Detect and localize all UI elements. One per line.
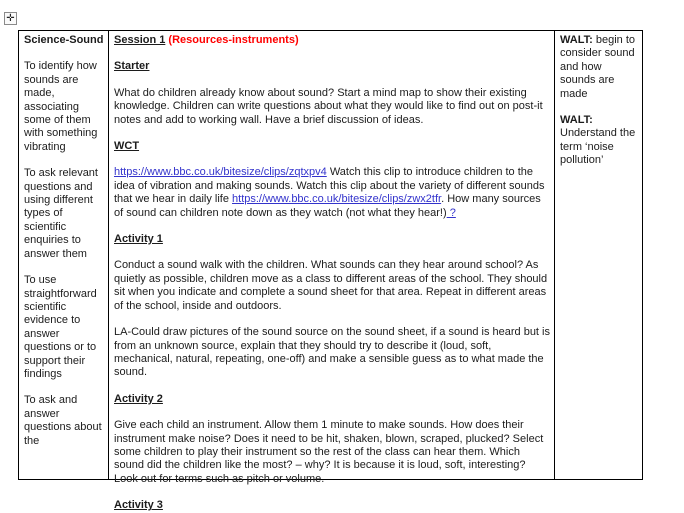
walt-label: WALT:: [560, 34, 593, 46]
walt-label: WALT:: [560, 114, 593, 127]
walt-statement: [560, 34, 638, 101]
move-icon: ✛: [6, 12, 15, 24]
starter-text: What do children already know about sound? Start a mind map to show their existing knowledge. Children can write questions about what they would like to find out on post-it notes and add to working wall. Have a brief discussion of ideas.: [114, 86, 543, 126]
objectives-column: [19, 31, 109, 479]
unit-title: Science-Sound: [24, 34, 104, 46]
walt-text: Understand the term ‘noise pollution’: [560, 127, 636, 167]
activity2-text: Give each child an instrument. Allow them 1 minute to make sounds. How does their instrument make noise? Does it need to be hit, shaken, blown, scraped, plucked? Select some children to play their instrument so the rest of the class can hear them. Which sound did the children like the most? – why? It is because it is loud, soft, interesting? Look out for terms such as pitch or volume.: [114, 419, 544, 485]
walt-text: begin to consider sound and how sounds are made: [560, 34, 635, 100]
walt-column: [555, 31, 642, 479]
question-mark-link[interactable]: ?: [446, 206, 456, 219]
objective-paragraph: To identify how sounds are made, associating some of them with something vibrating: [24, 60, 98, 153]
la-differentiation-note: LA-Could draw pictures of the sound source on the sound sheet, if a sound is heard but is from an unknown source, explain that they should try to describe it (loud, soft, mechanical, natural, repeating, one-off) and make a sensible guess as to what made the sound.: [114, 326, 550, 379]
objective-paragraph: To ask relevant questions and using different types of scientific enquiries to answer them: [24, 167, 98, 260]
session-resources: (Resources-instruments): [168, 34, 299, 46]
wct-text-segment: Watch this clip to introduce children to the idea of vibration and making sounds. Watch this clip about the variety of different sounds that we hear in daily life: [114, 166, 545, 206]
session-column: [109, 31, 555, 512]
objective-paragraph: To use straightforward scientific evidence to answer questions or to support their findings: [24, 274, 97, 380]
activity1-text: Conduct a sound walk with the children. What sounds can they hear around school? As quietly as possible, children move as a class to different areas of the school. They should sit when you indicate and complete a sound sheet for that area. Repeat in different areas of the school, inside and outdoors.: [114, 259, 548, 312]
activity1-heading: Activity 1: [114, 233, 163, 246]
bbc-clip-link-1[interactable]: https://www.bbc.co.uk/bitesize/clips/zqtxpv4: [114, 166, 327, 179]
lesson-plan-table: [18, 30, 643, 512]
table-move-handle[interactable]: [4, 12, 17, 25]
session-heading: Session 1: [114, 34, 166, 46]
objective-paragraph: To ask and answer questions about the: [24, 394, 102, 447]
wct-text-segment: . How many sources of sound can children note down as they watch (not what they hear!): [114, 193, 541, 219]
starter-heading: Starter: [114, 60, 150, 73]
activity2-heading: Activity 2: [114, 392, 163, 405]
session-heading-line: [114, 34, 550, 47]
walt-statement: [560, 114, 638, 168]
wct-text: [114, 166, 550, 220]
bbc-clip-link-2[interactable]: https://www.bbc.co.uk/bitesize/clips/zwx2tfr: [232, 193, 442, 206]
activity3-heading: Activity 3: [114, 499, 163, 512]
wct-heading: WCT: [114, 140, 140, 153]
